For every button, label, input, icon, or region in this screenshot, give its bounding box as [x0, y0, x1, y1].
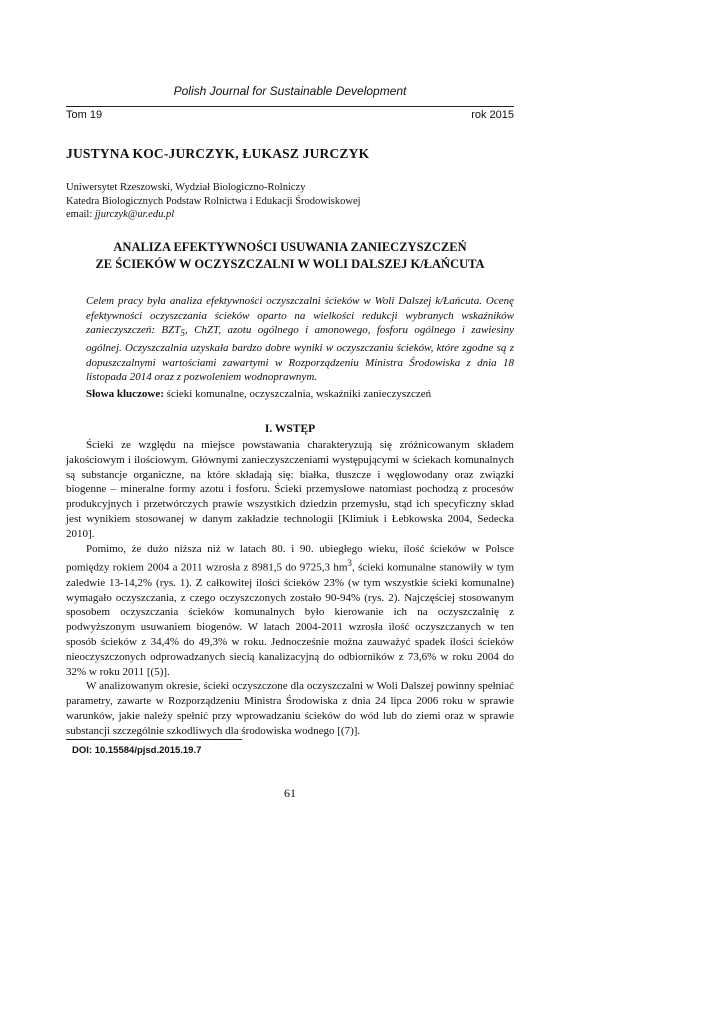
paragraph-2-superscript: 3: [347, 558, 352, 569]
title-line-1: ANALIZA EFEKTYWNOŚCI USUWANIA ZANIECZYSZCZEŃ: [113, 240, 467, 254]
paragraph-2: [66, 542, 514, 680]
abstract-text-1: Celem pracy była analiza efektywności oczyszczalni ścieków w Woli Dalszej k/Łańcuta. Ocenę efektywności oczyszczania ścieków oparto na wielkości redukcji wybranych wskaźników zanieczyszczeń: BZT: [86, 295, 514, 337]
authors: JUSTYNA KOC-JURCZYK, ŁUKASZ JURCZYK: [66, 146, 370, 161]
body-text: [66, 438, 514, 739]
abstract: [86, 294, 514, 385]
paragraph-1: Ścieki ze względu na miejsce powstawania charakteryzują się zróżnicowanym składem jakościowym i ilościowym. Głównymi zanieczyszczeniami występującymi w ściekach komunalnych są substancje organiczne, na które składają się: białka, tłuszcze i węglowodany oraz związki biogenne – mineralne formy azotu i fosforu. Ścieki przemysłowe natomiast pochodzą z procesów produkcyjnych i przetwórczych prawie wszystkich dziedzin przemysłu, stąd ich specyficzny skład jest wynikiem stosowanej w danym zakładzie technologii [Klimiuk i Łebkowska 2004, Sedecka 2010].: [66, 439, 514, 540]
volume-label: Tom 19: [66, 109, 103, 121]
keywords-label: Słowa kluczowe:: [86, 388, 164, 400]
paragraph-2-text-2: , ścieki komunalne stanowiły w tym zaledwie 13-14,2% (rys. 1). Z całkowitej ilości ścieków 23% (w tym wszystkie ścieki komunalne) wymagało oczyszczania, z czego oczyszczonych zostało 90-94% (rys. 2). Najczęściej stosowanym sposobem oczyszczania ścieków komunalnych było kierowanie ich na oczyszczalnię z podwyższonym usuwaniem biogenów. W latach 2004-2011 wzrosła ilość oczyszczanych w ten sposób ścieków z 34,4% do 49,3% w roku. Jednocześnie można zauważyć spadek ilości ścieków nieoczyszczonych odprowadzanych siecią kanalizacyjną do odbiorników z 73,6% w roku 2004 do 32% w roku 2011 [(5)].: [66, 562, 514, 678]
title-line-2: ZE ŚCIEKÓW W OCZYSZCZALNI W WOLI DALSZEJ K/ŁAŃCUTA: [95, 257, 485, 271]
section-heading: I. WSTĘP: [264, 423, 316, 435]
affiliation-line-2: Katedra Biologicznych Podstaw Rolnictwa i Edukacji Środowiskowej: [66, 195, 361, 207]
year-label: rok 2015: [471, 109, 514, 121]
paper-title: [66, 239, 514, 273]
paragraph-2-text-1: Pomimo, że dużo niższa niż w latach 80. i 90. ubiegłego wieku, ilość ścieków w Polsce pomiędzy rokiem 2004 a 2011 wzrosła z 8981,5 do 9725,3 hm: [66, 542, 514, 575]
abstract-subscript: 5: [180, 328, 185, 339]
journal-title: Polish Journal for Sustainable Development: [173, 84, 407, 98]
email-line: [66, 208, 361, 222]
doi-footnote: DOI: 10.15584/pjsd.2015.19.7: [72, 745, 202, 756]
header-rule: [66, 106, 514, 107]
keywords: [86, 388, 514, 400]
page-number: 61: [284, 786, 296, 800]
footnote-rule: [66, 739, 242, 740]
abstract-text-2: , ChZT, azotu ogólnego i amonowego, fosforu ogólnego i zawiesiny ogólnej. Oczyszczalnia uzyskała bardzo dobre wyniki w oczyszczaniu ścieków, które zgodne są z dopuszczalnymi wartościami zawartymi w Rozporządzeniu Ministra Środowiska z dnia 18 listopada 2014 oraz z pozwoleniem wodnoprawnym.: [86, 324, 514, 384]
affiliation-line-1: Uniwersytet Rzeszowski, Wydział Biologiczno-Rolniczy: [66, 182, 306, 193]
affiliation: [66, 181, 361, 222]
keywords-value: ścieki komunalne, oczyszczalnia, wskaźniki zanieczyszczeń: [163, 388, 432, 400]
paragraph-3: W analizowanym okresie, ścieki oczyszczone dla oczyszczalni w Woli Dalszej powinny spełniać parametry, zawarte w Rozporządzeniu Ministra Środowiska z dnia 24 lipca 2006 roku w sprawie warunków, jakie należy spełnić przy wprowadzaniu ścieków do wód lub do ziemi oraz w sprawie substancji szczególnie szkodliwych dla środowiska wodnego [(7)].: [66, 680, 514, 737]
email-label: email:: [66, 209, 95, 220]
email-link[interactable]: jjurczyk@ur.edu.pl: [94, 209, 175, 220]
